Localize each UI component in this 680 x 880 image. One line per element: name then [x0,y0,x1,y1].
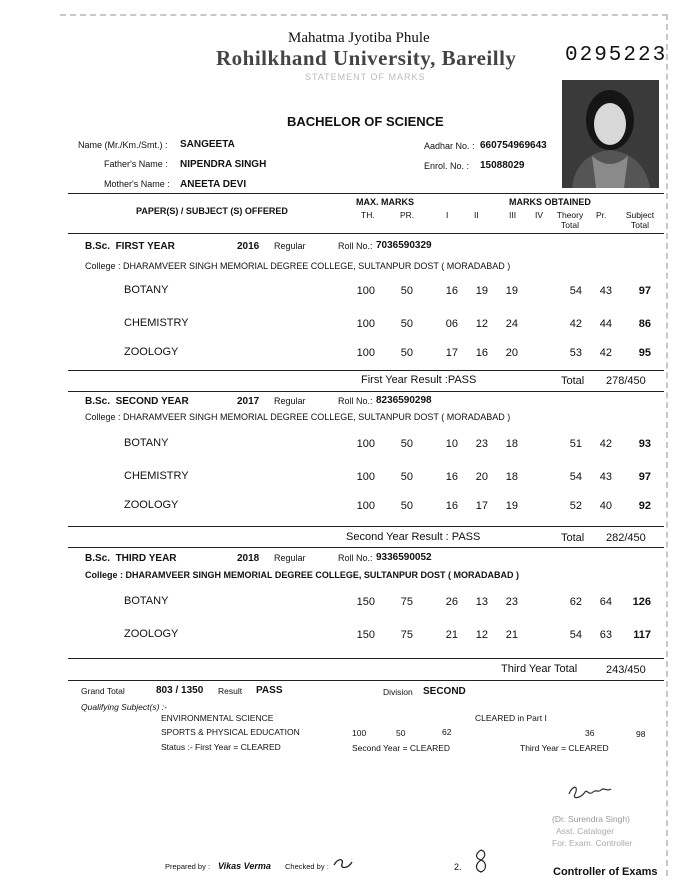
subject-total: 126 [632,596,651,608]
signatory-role: Asst. Cataloger [556,826,615,836]
college-name: College : DHARAMVEER SINGH MEMORIAL DEGREE COLLEGE, SULTANPUR DOST ( MORADABAD ) [85,412,511,422]
paper-i: 21 [445,629,458,641]
student-photo [562,80,659,188]
max-th: 100 [356,471,375,483]
subject-total: 97 [638,285,651,297]
col-max-marks: MAX. MARKS [356,197,414,207]
practical: 43 [599,285,612,297]
exam-year: 2018 [237,553,260,564]
paper-ii: 17 [475,500,488,512]
max-pr: 50 [400,318,413,330]
year-label: SECOND YEAR [115,396,189,407]
university-line-1: Mahatma Jyotiba Phule [288,30,430,46]
paper-iii: 23 [505,596,518,608]
qualifying-subject: SPORTS & PHYSICAL EDUCATION [161,727,300,737]
signatory-role: For. Exam. Controller [552,838,633,848]
subject-name: BOTANY [124,437,169,449]
paper-i: 10 [445,438,458,450]
status-third-year: Third Year = CLEARED [520,743,609,753]
year-result: Third Year Total [501,663,578,675]
name-label: Name (Mr./Km./Smt.) : [78,140,168,150]
final-result: PASS [256,685,283,696]
paper-i: 16 [445,285,458,297]
max-th: 150 [356,629,375,641]
division: SECOND [423,686,466,697]
paper-i: 16 [445,471,458,483]
year-total: 282/450 [606,532,646,544]
year-total: 243/450 [606,664,646,676]
subject-name: CHEMISTRY [124,470,189,482]
photo-portrait-icon [562,80,659,188]
year-result: First Year Result :PASS [361,374,477,386]
enrol-number: 15088029 [480,160,525,171]
course: B.Sc. [85,553,111,564]
paper-ii: 13 [475,596,488,608]
divider-line [68,370,664,371]
grand-total: 803 / 1350 [156,685,204,696]
degree-title: BACHELOR OF SCIENCE [287,114,444,129]
divider-line [68,547,664,548]
paper-i: 26 [445,596,458,608]
theory-total: 54 [569,629,582,641]
qualifying-subject: ENVIRONMENTAL SCIENCE [161,713,274,723]
divider-line [68,233,664,234]
max-pr: 50 [400,438,413,450]
paper-iii: 19 [505,285,518,297]
max-pr: 50 [400,347,413,359]
practical: 63 [599,629,612,641]
father-name: NIPENDRA SINGH [180,159,267,170]
course: B.Sc. [85,241,111,252]
max-th: 100 [356,347,375,359]
college-name: College : DHARAMVEER SINGH MEMORIAL DEGREE COLLEGE, SULTANPUR DOST ( MORADABAD ) [85,570,520,580]
signature-icon [565,780,615,806]
divider-line [68,391,664,392]
exam-year: 2017 [237,396,260,407]
checker-initials-icon [332,856,354,872]
subject-name: BOTANY [124,595,169,607]
paper-iii: 20 [505,347,518,359]
practical: 43 [599,471,612,483]
total-label: Total [561,532,585,544]
q2-max-th: 100 [352,728,367,738]
col-marks-obtained: MARKS OBTAINED [509,197,591,207]
roll-number: 8236590298 [376,395,432,406]
paper-i: 17 [445,347,458,359]
year-label: FIRST YEAR [115,241,175,252]
col-ii: II [474,210,479,220]
prepared-by: Vikas Verma [218,861,271,871]
col-pr2: Pr. [596,210,607,220]
divider-line [68,526,664,527]
subject-total: 92 [638,500,651,512]
roll-number: 9336590052 [376,552,432,563]
prepared-label: Prepared by : [165,862,211,871]
theory-total: 53 [569,347,582,359]
practical: 40 [599,500,612,512]
paper-ii: 19 [475,285,488,297]
col-iii: III [509,210,517,220]
subject-name: BOTANY [124,284,169,296]
father-label: Father's Name : [104,159,168,169]
max-pr: 50 [400,500,413,512]
max-pr: 75 [400,629,413,641]
grand-total-label: Grand Total [81,686,125,696]
paper-ii: 12 [475,318,488,330]
max-pr: 50 [400,471,413,483]
q2-max-pr: 50 [396,728,406,738]
college-name: College : DHARAMVEER SINGH MEMORIAL DEGREE COLLEGE, SULTANPUR DOST ( MORADABAD ) [85,261,511,271]
subject-total: 86 [638,318,651,330]
col-iv: IV [535,210,544,220]
status-first-year: Status :- First Year = CLEARED [161,742,281,752]
max-th: 100 [356,500,375,512]
subject-name: CHEMISTRY [124,317,189,329]
col-th: TH. [361,210,375,220]
max-th: 100 [356,318,375,330]
division-label: Division [383,687,413,697]
divider-line [68,680,664,681]
theory-total: 52 [569,500,582,512]
serial-number: 0295223 [565,44,668,67]
max-pr: 50 [400,285,413,297]
page-number: 2. [454,862,462,872]
subject-total: 93 [638,438,651,450]
theory-total: 51 [569,438,582,450]
subject-name: ZOOLOGY [124,628,179,640]
q2-first-year: 62 [442,727,452,737]
checked-label: Checked by : [285,862,329,871]
col-pr: PR. [400,210,415,220]
result-label: Result [218,686,243,696]
theory-total: 42 [569,318,582,330]
year-result: Second Year Result : PASS [346,531,481,543]
theory-total: 62 [569,596,582,608]
paper-ii: 20 [475,471,488,483]
aadhar-number: 660754969643 [480,140,547,151]
paper-iii: 18 [505,471,518,483]
roll-label: Roll No.: [338,241,373,251]
max-th: 100 [356,438,375,450]
roll-label: Roll No.: [338,553,373,563]
course: B.Sc. [85,396,111,407]
enrol-label: Enrol. No. : [424,161,470,171]
statement-label: STATEMENT OF MARKS [305,72,426,82]
col-theory-total: Theory Total [556,210,584,230]
paper-i: 06 [445,318,458,330]
practical: 64 [599,596,612,608]
practical: 42 [599,438,612,450]
status-second-year: Second Year = CLEARED [352,743,451,753]
handwritten-mark-icon [473,848,489,874]
max-th: 100 [356,285,375,297]
q2-third-year: 36 [585,728,595,738]
roll-label: Roll No.: [338,396,373,406]
year-total: 278/450 [606,375,646,387]
exam-mode: Regular [274,553,306,563]
theory-total: 54 [569,471,582,483]
subject-name: ZOOLOGY [124,499,179,511]
exam-year: 2016 [237,241,260,252]
col-subject-total: Subject Total [625,210,655,230]
year-header [85,553,177,564]
total-label: Total [561,375,585,387]
max-pr: 75 [400,596,413,608]
paper-i: 16 [445,500,458,512]
controller-of-exams: Controller of Exams [553,866,658,878]
exam-mode: Regular [274,241,306,251]
mother-name: ANEETA DEVI [180,179,247,190]
paper-iii: 19 [505,500,518,512]
qualifying-label: Qualifying Subject(s) :- [81,702,167,712]
year-header [85,241,175,252]
paper-ii: 16 [475,347,488,359]
mother-label: Mother's Name : [104,179,170,189]
year-label: THIRD YEAR [115,553,177,564]
qualifying-status: CLEARED in Part I [475,713,547,723]
max-th: 150 [356,596,375,608]
signatory-name: (Dr. Surendra Singh) [552,814,630,824]
practical: 42 [599,347,612,359]
col-i: I [446,210,449,220]
paper-ii: 12 [475,629,488,641]
theory-total: 54 [569,285,582,297]
paper-ii: 23 [475,438,488,450]
aadhar-label: Aadhar No. : [424,141,475,151]
subject-name: ZOOLOGY [124,346,179,358]
student-name: SANGEETA [180,139,235,150]
divider-line [68,193,664,194]
roll-number: 7036590329 [376,240,432,251]
exam-mode: Regular [274,396,306,406]
paper-iii: 18 [505,438,518,450]
subject-total: 95 [638,347,651,359]
subject-total: 117 [633,629,651,641]
practical: 44 [599,318,612,330]
paper-iii: 24 [505,318,518,330]
paper-iii: 21 [505,629,518,641]
year-header [85,396,189,407]
col-paper: PAPER(S) / SUBJECT (S) OFFERED [136,206,288,216]
subject-total: 97 [638,471,651,483]
q2-total: 98 [636,729,646,739]
divider-line [68,658,664,659]
university-name: Rohilkhand University, Bareilly [216,46,517,70]
